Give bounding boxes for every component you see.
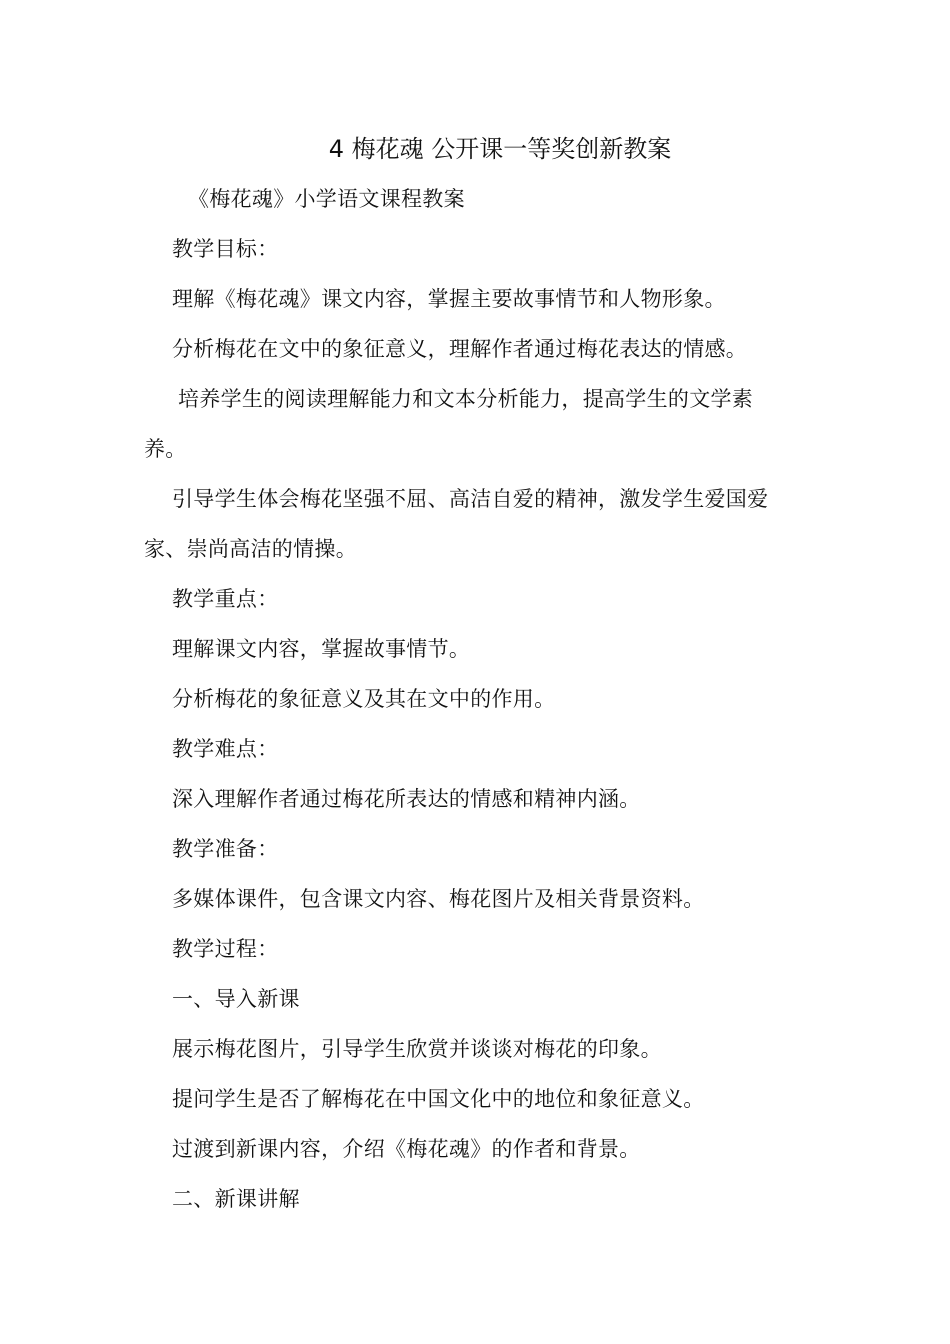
section-label-difficulties: 教学难点：	[172, 737, 279, 761]
paragraph-line: 多媒体课件，包含课文内容、梅花图片及相关背景资料。	[172, 887, 705, 911]
section-label-key-points: 教学重点：	[172, 587, 279, 611]
section-label-preparation: 教学准备：	[172, 837, 279, 861]
paragraph-line: 分析梅花在文中的象征意义，理解作者通过梅花表达的情感。	[172, 337, 748, 361]
paragraph-line: 深入理解作者通过梅花所表达的情感和精神内涵。	[172, 787, 641, 811]
paragraph-line: 理解《梅花魂》课文内容，掌握主要故事情节和人物形象。	[172, 287, 726, 311]
section-label-objectives: 教学目标：	[172, 237, 279, 261]
subsection-heading: 二、新课讲解	[172, 1187, 300, 1211]
paragraph-line: 引导学生体会梅花坚强不屈、高洁自爱的精神，激发学生爱国爱	[172, 487, 769, 511]
subsection-heading: 一、导入新课	[172, 987, 300, 1011]
paragraph-line: 培养学生的阅读理解能力和文本分析能力，提高学生的文学素	[178, 387, 754, 411]
paragraph-line: 理解课文内容，掌握故事情节。	[172, 637, 471, 661]
paragraph-line: 提问学生是否了解梅花在中国文化中的地位和象征意义。	[172, 1087, 705, 1111]
paragraph-line: 过渡到新课内容，介绍《梅花魂》的作者和背景。	[172, 1137, 641, 1161]
document-title: 4 梅花魂 公开课一等奖创新教案	[328, 135, 672, 163]
paragraph-line-continued: 家、崇尚高洁的情操。	[144, 537, 357, 561]
paragraph-line-continued: 养。	[144, 437, 187, 461]
paragraph-line: 分析梅花的象征意义及其在文中的作用。	[172, 687, 556, 711]
course-heading: 《梅花魂》小学语文课程教案	[188, 187, 465, 211]
paragraph-line: 展示梅花图片，引导学生欣赏并谈谈对梅花的印象。	[172, 1037, 662, 1061]
section-label-process: 教学过程：	[172, 937, 279, 961]
